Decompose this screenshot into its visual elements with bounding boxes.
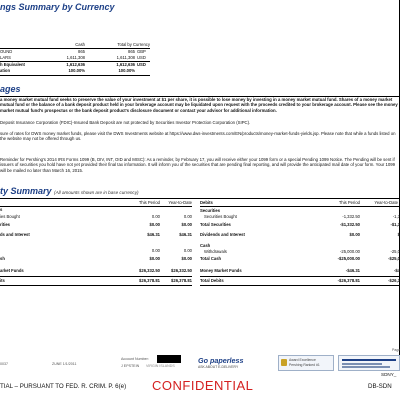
redaction-bar [157, 355, 181, 363]
award-badge [278, 355, 334, 371]
holdings-row-total: 865 [128, 49, 135, 54]
credits-row-this-period: $26,378.81 [139, 278, 160, 283]
debits-row-ytd: -$26,3 [388, 278, 400, 283]
debits-row-label: Cash [200, 243, 211, 248]
messages-title: ages [0, 84, 21, 94]
debits-row-this-period: -$1,332.50 [339, 222, 360, 227]
messages-paragraph-1099-reminder: Reminder for Pershing's 2014 IRS Forms 1099 (B, DIV, INT, OID and MISC): As a reminder, by February 17, you will receive either your 1099 form or a special Pending 1099 Notice. The Pending will be sent if issuers of securities you hold have not yet provided their final tax information. It will inform you of the securities that are pending final reporting, and will provide the anticipated mail date of your form. Your 1099 will be mailed no later than March 16, 2015. [0, 157, 396, 173]
debits-row-ytd: -$25,0 [388, 256, 400, 261]
rating-text: Pershing Ranked #1 [289, 363, 320, 367]
debits-col-this-period: This Period [338, 200, 360, 205]
credits-row-ytd: $46.31 [179, 232, 192, 237]
debits-row-label: Total Cash [200, 256, 222, 261]
debits-row-ytd: -25,0 [390, 249, 400, 254]
credits-row-label: s [0, 207, 3, 212]
footer-small-code-2: ZUNE 1/1/2011 [52, 362, 77, 366]
credits-row-label: arket Funds [0, 268, 24, 273]
credits-row-this-period: $26,332.50 [139, 268, 160, 273]
holdings-row-currency: USD [137, 61, 146, 67]
messages-paragraph-dws: sure of rates for DWS money market funds, please visit the DWS Investments website at https://www.dws-investments.com/EN/products/money-market-funds-yields.jsp. Please note that while a funds listed on the website may not be offered through us. [0, 131, 396, 142]
go-paperless-tagline: ASK ABOUT E-DELIVERY [198, 365, 239, 369]
credits-row-this-period: 0.00 [151, 214, 160, 219]
debits-row-label: Dividends and Interest [200, 232, 245, 237]
col-header-cash: Cash [75, 42, 85, 47]
credits-row-ytd: $26,378.81 [171, 278, 192, 283]
credits-row-label: ies Bought [0, 214, 20, 219]
credits-col-this-period: This Period [138, 200, 160, 205]
credits-row-label: ds and Interest [0, 232, 30, 237]
account-number-label: Account Number: [121, 357, 149, 361]
debits-row-ytd: -$4 [393, 268, 400, 273]
debits-row-label: Total Debits [200, 278, 224, 283]
debits-row-label: Securities Bought [204, 214, 237, 219]
credits-row-label: its [0, 278, 5, 283]
holdings-row-label: OUND [0, 49, 13, 54]
holdings-row-total: 1,612,636 [116, 61, 135, 67]
go-paperless-logo: Go paperless [198, 356, 244, 365]
holdings-row-total: 1,611,308 [116, 55, 135, 60]
holdings-bottom-rule [0, 75, 150, 76]
debits-row-this-period: -$26,378.81 [337, 278, 360, 283]
award-text: Award Excellence [289, 358, 316, 362]
credits-row-ytd: $0.00 [181, 222, 192, 227]
account-location: VIRGIN ISLANDS [146, 364, 175, 368]
holdings-row-cash: 865 [78, 49, 85, 54]
pershing-logo-stripe [342, 366, 390, 368]
credits-row-ytd: 0.00 [183, 214, 192, 219]
credits-row-ytd: 0.00 [183, 248, 192, 253]
debits-row-this-period: -25,000.00 [339, 249, 360, 254]
credits-total-rule [0, 276, 192, 277]
debits-head-label: Debits [200, 200, 213, 205]
debits-row-ytd: -1,3 [392, 214, 400, 219]
pershing-logo-stripe [342, 363, 382, 365]
holdings-row-label: ation [0, 68, 11, 73]
credits-header-rule [0, 206, 192, 207]
holdings-row-label: h Equivalent [0, 61, 25, 67]
holdings-row-currency: GBP [137, 49, 146, 54]
credits-row-this-period: $46.31 [147, 232, 160, 237]
credits-row-label: sh [0, 256, 5, 261]
holdings-row-total: 100.00% [118, 68, 135, 73]
holdings-row-label: LARS [0, 55, 11, 60]
holdings-row-cash: 1,612,636 [66, 61, 85, 67]
credits-row-this-period: $0.00 [149, 222, 160, 227]
credits-bottom-rule [0, 285, 192, 286]
debits-row-label: Total Securities [200, 222, 231, 227]
confidential-stamp: CONFIDENTIAL [152, 378, 254, 393]
debits-row-this-period: -$25,000.00 [337, 256, 360, 261]
debits-row-ytd: $ [397, 232, 400, 237]
credits-row-ytd: $0.00 [181, 256, 192, 261]
credits-row-this-period: 0.00 [151, 248, 160, 253]
account-name: J EPSTEIN [121, 364, 140, 368]
footer-small-code: 0037 [0, 362, 8, 366]
debits-row-this-period: $0.00 [349, 232, 360, 237]
debits-row-ytd: -$1,3 [390, 222, 400, 227]
messages-paragraph-fdic: Deposit Insurance Corporation (FDIC)-Insured Bank Deposit are not protected by Securities Investor Protection Corporation (SIPC). [0, 120, 251, 125]
page-label: Page [392, 348, 400, 352]
activity-title [0, 186, 139, 196]
credits-col-ytd: Year-to-Date [168, 200, 192, 205]
credits-row-label: rities [0, 222, 11, 227]
debits-row-this-period: -1,332.50 [342, 214, 360, 219]
debits-row-label: Money Market Funds [200, 268, 242, 273]
debits-row-label: Withdrawals [204, 249, 227, 254]
pershing-logo-box [338, 355, 400, 371]
credits-row-this-period: $0.00 [149, 256, 160, 261]
pershing-logo-stripe [342, 359, 396, 361]
debits-total-rule [200, 276, 400, 277]
holdings-row-cash: 100.00% [68, 68, 85, 73]
holdings-row-currency: USD [137, 55, 146, 60]
col-header-total: Total by Currency [117, 42, 150, 47]
debits-row-label: Securities [200, 208, 221, 213]
activity-rule [0, 198, 400, 199]
debits-col-ytd: Year-to-Date [374, 200, 398, 205]
debits-bottom-rule [200, 285, 400, 286]
confidentiality-notice: TIAL – PURSUANT TO FED. R. CRIM. P. 6(e) [0, 383, 127, 390]
holdings-title: ngs Summary by Currency [0, 2, 115, 12]
activity-title-text: ty Summary [0, 186, 52, 196]
debits-row-this-period: -$46.31 [345, 268, 360, 273]
sdny-stamp: SDNY_ [381, 372, 397, 377]
award-ribbon-icon [281, 359, 287, 366]
activity-note: (All amounts shown are in base currency) [54, 190, 139, 195]
holdings-row-cash: 1,611,308 [66, 55, 85, 60]
messages-paragraph-money-market: a money market mutual fund seeks to preserve the value of your investment at $1 per share, it is possible to lose money by investing in a money market mutual fund. Shares of a money market mutual fund or the balance of a bank deposit product held in your brokerage account may be liquidated upon request with the proceeds credited to your brokerage account. Please see the money market mutual fund's prospectus or the bank deposit product's disclosure document or contact your advisor for additional information. [0, 97, 398, 113]
credits-row-ytd: $26,332.50 [171, 268, 192, 273]
bates-number: DB-SDN [368, 383, 392, 390]
debits-header-rule [200, 206, 400, 207]
